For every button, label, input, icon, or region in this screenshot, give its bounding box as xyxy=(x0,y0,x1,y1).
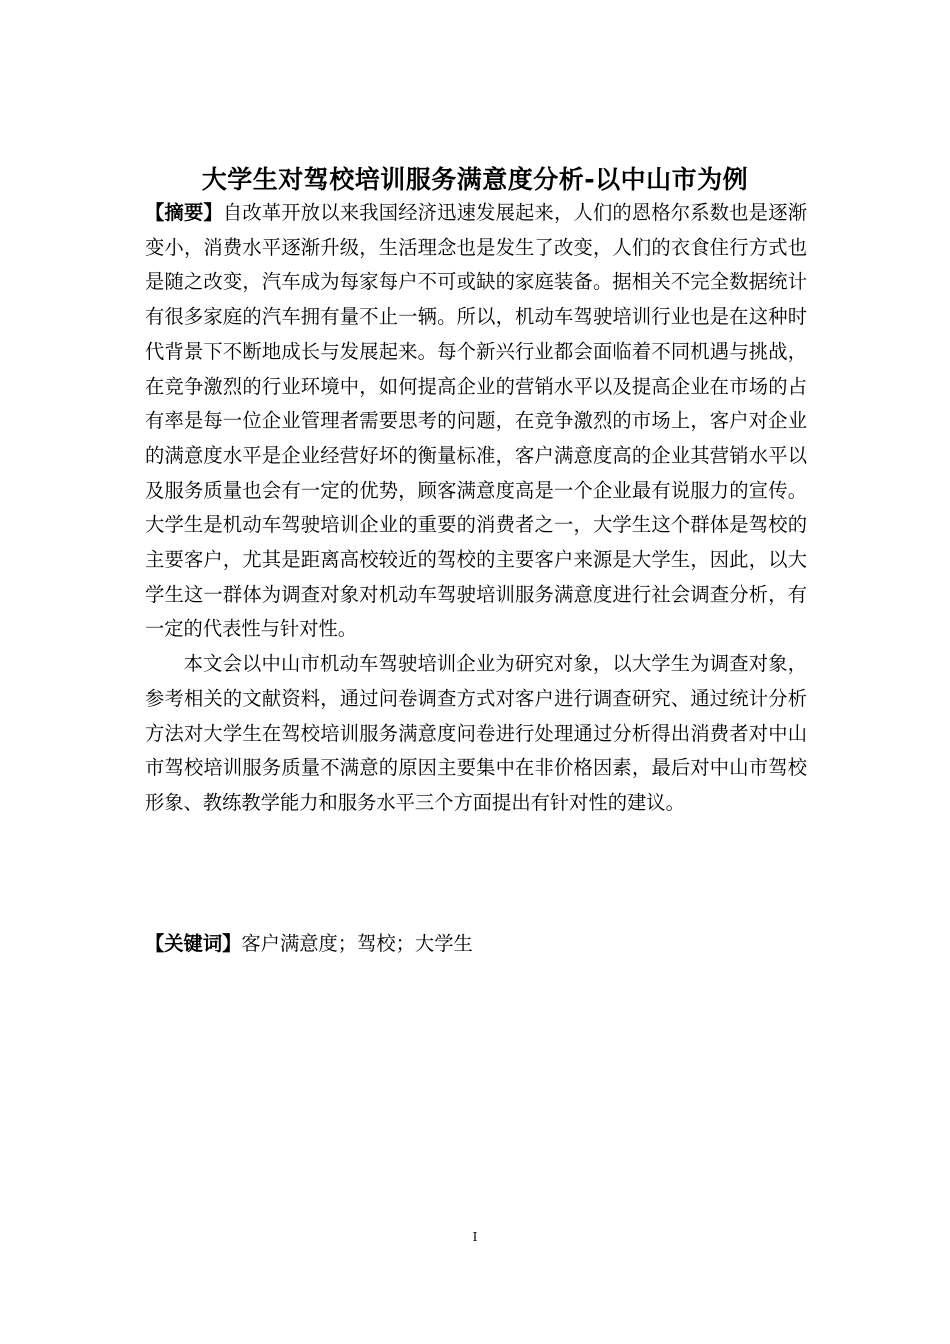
abstract-paragraph-1-text: 自改革开放以来我国经济迅速发展起来，人们的恩格尔系数也是逐渐变小，消费水平逐渐升级，生活理念也是发生了改变，人们的衣食住行方式也是随之改变，汽车成为每家每户不可或缺的家庭装备。据相关不完全数据统计有很多家庭的汽车拥有量不止一辆。所以，机动车驾驶培训行业也是在这种时代背景下不断地成长与发展起来。每个新兴行业都会面临着不同机遇与挑战，在竞争激烈的行业环境中，如何提高企业的营销水平以及提高企业在市场的占有率是每一位企业管理者需要思考的问题，在竞争激烈的市场上，客户对企业的满意度水平是企业经营好坏的衡量标准，客户满意度高的企业其营销水平以及服务质量也会有一定的优势，顾客满意度高是一个企业最有说服力的宣传。大学生是机动车驾驶培训企业的重要的消费者之一，大学生这个群体是驾校的主要客户，尤其是距离高校较近的驾校的主要客户来源是大学生，因此，以大学生这一群体为调查对象对机动车驾驶培训服务满意度进行社会调查分析，有一定的代表性与针对性。 xyxy=(145,201,807,641)
keywords-label: 【关键词】 xyxy=(145,932,242,955)
abstract-label: 【摘要】 xyxy=(145,201,223,224)
abstract-paragraph-2: 本文会以中山市机动车驾驶培训企业为研究对象，以大学生为调查对象，参考相关的文献资料，通过问卷调查方式对客户进行调查研究、通过统计分析方法对大学生在驾校培训服务满意度问卷进行处理通过分析得出消费者对中山市驾校培训服务质量不满意的原因主要集中在非价格因素，最后对中山市驾校形象、教练教学能力和服务水平三个方面提出有针对性的建议。 xyxy=(145,652,807,814)
abstract-paragraph-1 xyxy=(145,196,807,647)
paper-title: 大学生对驾校培训服务满意度分析-以中山市为例 xyxy=(201,165,749,194)
keywords-section xyxy=(145,927,807,961)
page-number: I xyxy=(472,1230,478,1244)
abstract-section xyxy=(145,196,807,821)
keywords-text: 客户满意度；驾校；大学生 xyxy=(241,932,473,955)
